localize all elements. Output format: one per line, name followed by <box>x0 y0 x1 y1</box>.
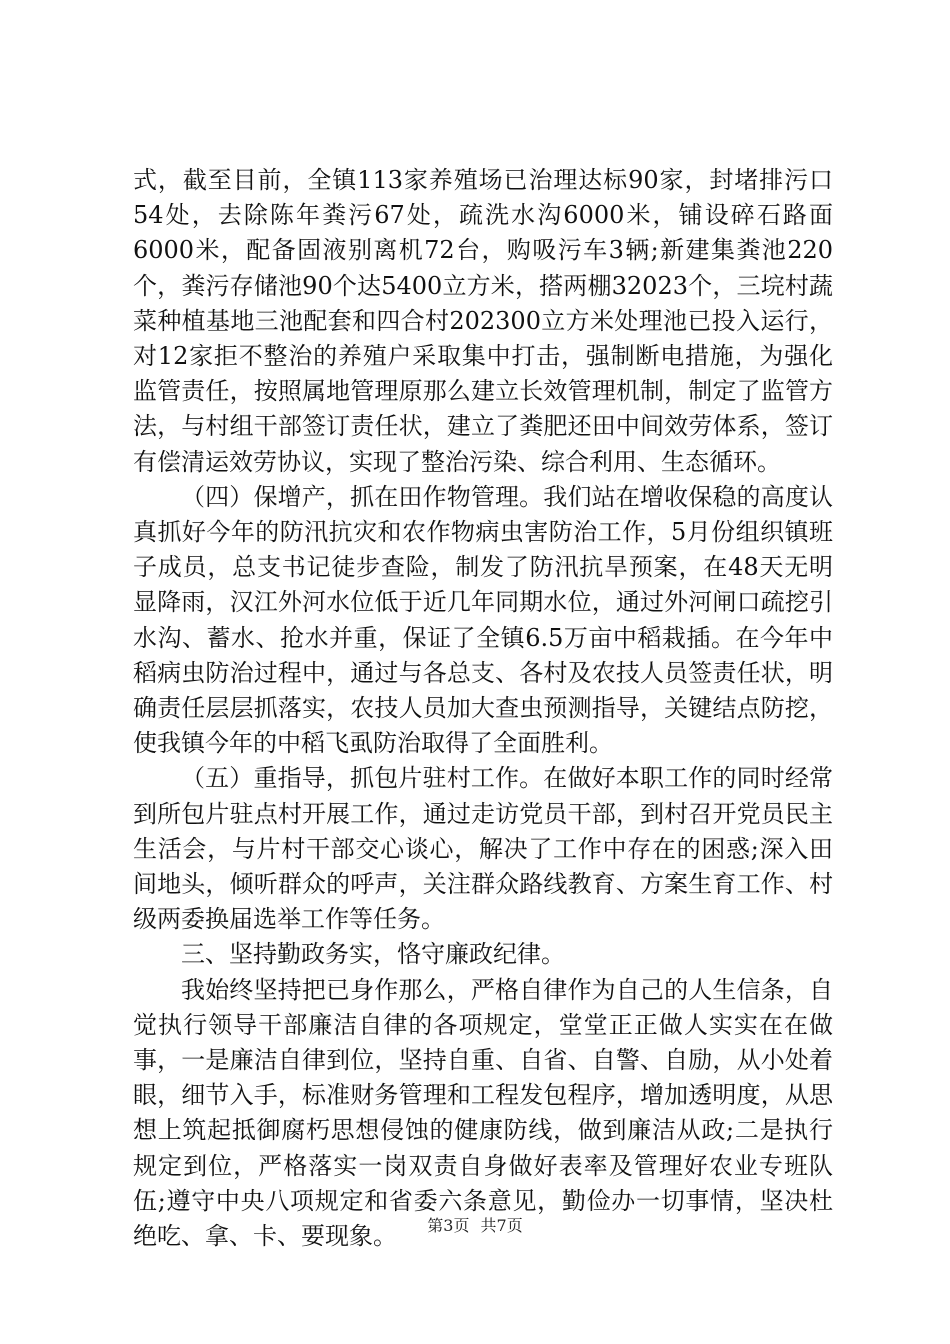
paragraph-livestock-pollution-results: 式，截至目前，全镇113家养殖场已治理达标90家，封堵排污口54处，去除陈年粪污67处，疏洗水沟6000米，铺设碎石路面6000米，配备固液别离机72台，购吸污车3辆;新建集粪池220个，粪污存储池90个达5400立方米，搭两棚32023个，三垸村蔬菜种植基地三池配套和四合村202300立方米处理池已投入运行，对12家拒不整治的养殖户采取集中打击，强制断电措施，为强化监管责任，按照属地管理原那么建立长效管理机制，制定了监管方法，与村组干部签订责任状，建立了粪肥还田中间效劳体系，签订有偿清运效劳协议，实现了整治污染、综合利用、生态循环。 <box>133 166 833 476</box>
paragraph-village-guidance: （五）重指导，抓包片驻村工作。在做好本职工作的同时经常到所包片驻点村开展工作，通过走访党员干部，到村召开党员民主生活会，与片村干部交心谈心，解决了工作中存在的困惑;深入田间地头，倾听群众的呼声，关注群众路线教育、方案生育工作、村级两委换届选举工作等任务。 <box>133 764 833 934</box>
paragraph-self-discipline: 我始终坚持把已身作那么，严格自律作为自己的人生信条，自觉执行领导干部廉洁自律的各项规定，堂堂正正做人实实在在做事，一是廉洁自律到位，坚持自重、自省、自警、自励，从小处着眼，细节入手，标准财务管理和工程发包程序，增加透明度，从思想上筑起抵御腐朽思想侵蚀的健康防线，做到廉洁从政;二是执行规定到位，严格落实一岗双责自身做好表率及管理好农业专班队伍;遵守中央八项规定和省委六条意见，勤俭办一切事情，坚决杜绝吃、拿、卡、要现象。 <box>133 975 833 1251</box>
paragraph-crop-management: （四）保增产，抓在田作物管理。我们站在增收保稳的高度认真抓好今年的防汛抗灾和农作物病虫害防治工作，5月份组织镇班子成员，总支书记徒步查险，制发了防汛抗旱预案，在48天无明显降雨，汉江外河水位低于近几年同期水位，通过外河闸口疏挖引水沟、蓄水、抢水并重，保证了全镇6.5万亩中稻栽插。在今年中稻病虫防治过程中，通过与各总支、各村及农技人员签责任状，明确责任层层抓落实，农技人员加大查虫预测指导，关键结点防挖，使我镇今年的中稻飞虱防治取得了全面胜利。 <box>133 482 833 758</box>
page-number: 第3页 <box>427 1216 470 1235</box>
page-footer <box>0 1216 950 1236</box>
document-body <box>133 163 833 1254</box>
section-heading-integrity: 三、坚持勤政务实，恪守廉政纪律。 <box>181 940 565 969</box>
total-pages: 共7页 <box>480 1216 523 1235</box>
